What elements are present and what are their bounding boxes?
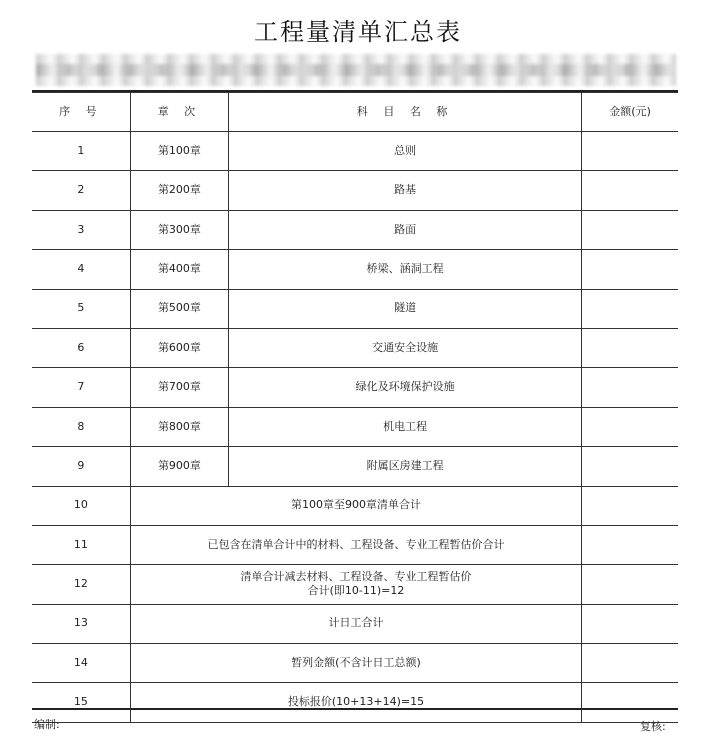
table-row: [32, 368, 678, 407]
summary-table-container: [32, 90, 678, 710]
row-no: 5: [32, 289, 130, 328]
row-amount-cell: [582, 447, 678, 486]
summary-table: [32, 92, 678, 723]
row-chapter: 第100章: [130, 132, 228, 171]
row-amount-cell: [582, 604, 678, 643]
table-row: [32, 250, 678, 289]
row-no: 7: [32, 368, 130, 407]
row-subject: 机电工程: [229, 407, 582, 446]
summary-row: [32, 604, 678, 643]
table-row: [32, 289, 678, 328]
row-amount-cell: [582, 171, 678, 210]
row-amount-cell: [582, 368, 678, 407]
row-no: 1: [32, 132, 130, 171]
row-no: 12: [32, 565, 130, 604]
row-chapter: 第200章: [130, 171, 228, 210]
table-row: [32, 407, 678, 446]
row-subject: 总则: [229, 132, 582, 171]
row-amount-cell: [582, 210, 678, 249]
row-amount-cell: [582, 683, 678, 722]
table-row: [32, 210, 678, 249]
row-subject: 路基: [229, 171, 582, 210]
row-subject: 路面: [229, 210, 582, 249]
row-chapter: 第700章: [130, 368, 228, 407]
row-subject: 隧道: [229, 289, 582, 328]
row-amount-cell: [582, 289, 678, 328]
header-no: 序 号: [32, 93, 130, 132]
reviewed-by-label: 复核:: [640, 720, 666, 733]
prepared-by-label: 编制:: [34, 718, 60, 731]
row-chapter: 第900章: [130, 447, 228, 486]
summary-label: 计日工合计: [130, 604, 581, 643]
row-no: 9: [32, 447, 130, 486]
row-amount-cell: [582, 132, 678, 171]
row-amount-cell: [582, 644, 678, 683]
row-no: 6: [32, 328, 130, 367]
summary-label-line2: 合计(即10-11)=12: [307, 584, 405, 598]
summary-label: 暂列金额(不含计日工总额): [130, 644, 581, 683]
summary-row: [32, 486, 678, 525]
row-no: 4: [32, 250, 130, 289]
row-subject: 附属区房建工程: [229, 447, 582, 486]
table-row: [32, 447, 678, 486]
row-no: 11: [32, 525, 130, 564]
table-row: [32, 171, 678, 210]
row-chapter: 第400章: [130, 250, 228, 289]
row-amount-cell: [582, 525, 678, 564]
row-subject: 桥梁、涵洞工程: [229, 250, 582, 289]
row-chapter: 第600章: [130, 328, 228, 367]
row-no: 3: [32, 210, 130, 249]
header-chapter: 章 次: [130, 93, 228, 132]
summary-row: [32, 644, 678, 683]
document-title: 工程量清单汇总表: [254, 18, 462, 46]
row-chapter: 第300章: [130, 210, 228, 249]
summary-label: 已包含在清单合计中的材料、工程设备、专业工程暂估价合计: [130, 525, 581, 564]
row-no: 13: [32, 604, 130, 643]
row-no: 10: [32, 486, 130, 525]
row-no: 2: [32, 171, 130, 210]
header-subject: 科 目 名 称: [229, 93, 582, 132]
redacted-project-info: [36, 54, 676, 86]
row-amount-cell: [582, 565, 678, 604]
table-header-row: [32, 93, 678, 132]
row-no: 8: [32, 407, 130, 446]
row-no: 15: [32, 683, 130, 722]
row-amount-cell: [582, 486, 678, 525]
table-row: [32, 132, 678, 171]
summary-label-multiline: [130, 565, 581, 604]
row-amount-cell: [582, 250, 678, 289]
summary-row: [32, 525, 678, 564]
summary-row: [32, 565, 678, 604]
row-no: 14: [32, 644, 130, 683]
summary-label: 投标报价(10+13+14)=15: [130, 683, 581, 722]
row-amount-cell: [582, 407, 678, 446]
summary-row: [32, 683, 678, 722]
row-chapter: 第800章: [130, 407, 228, 446]
summary-label-line1: 清单合计减去材料、工程设备、专业工程暂估价: [240, 569, 472, 583]
row-amount-cell: [582, 328, 678, 367]
row-subject: 交通安全设施: [229, 328, 582, 367]
summary-label: 第100章至900章清单合计: [130, 486, 581, 525]
table-row: [32, 328, 678, 367]
row-subject: 绿化及环境保护设施: [229, 368, 582, 407]
header-amount: 金额(元): [582, 93, 678, 132]
row-chapter: 第500章: [130, 289, 228, 328]
